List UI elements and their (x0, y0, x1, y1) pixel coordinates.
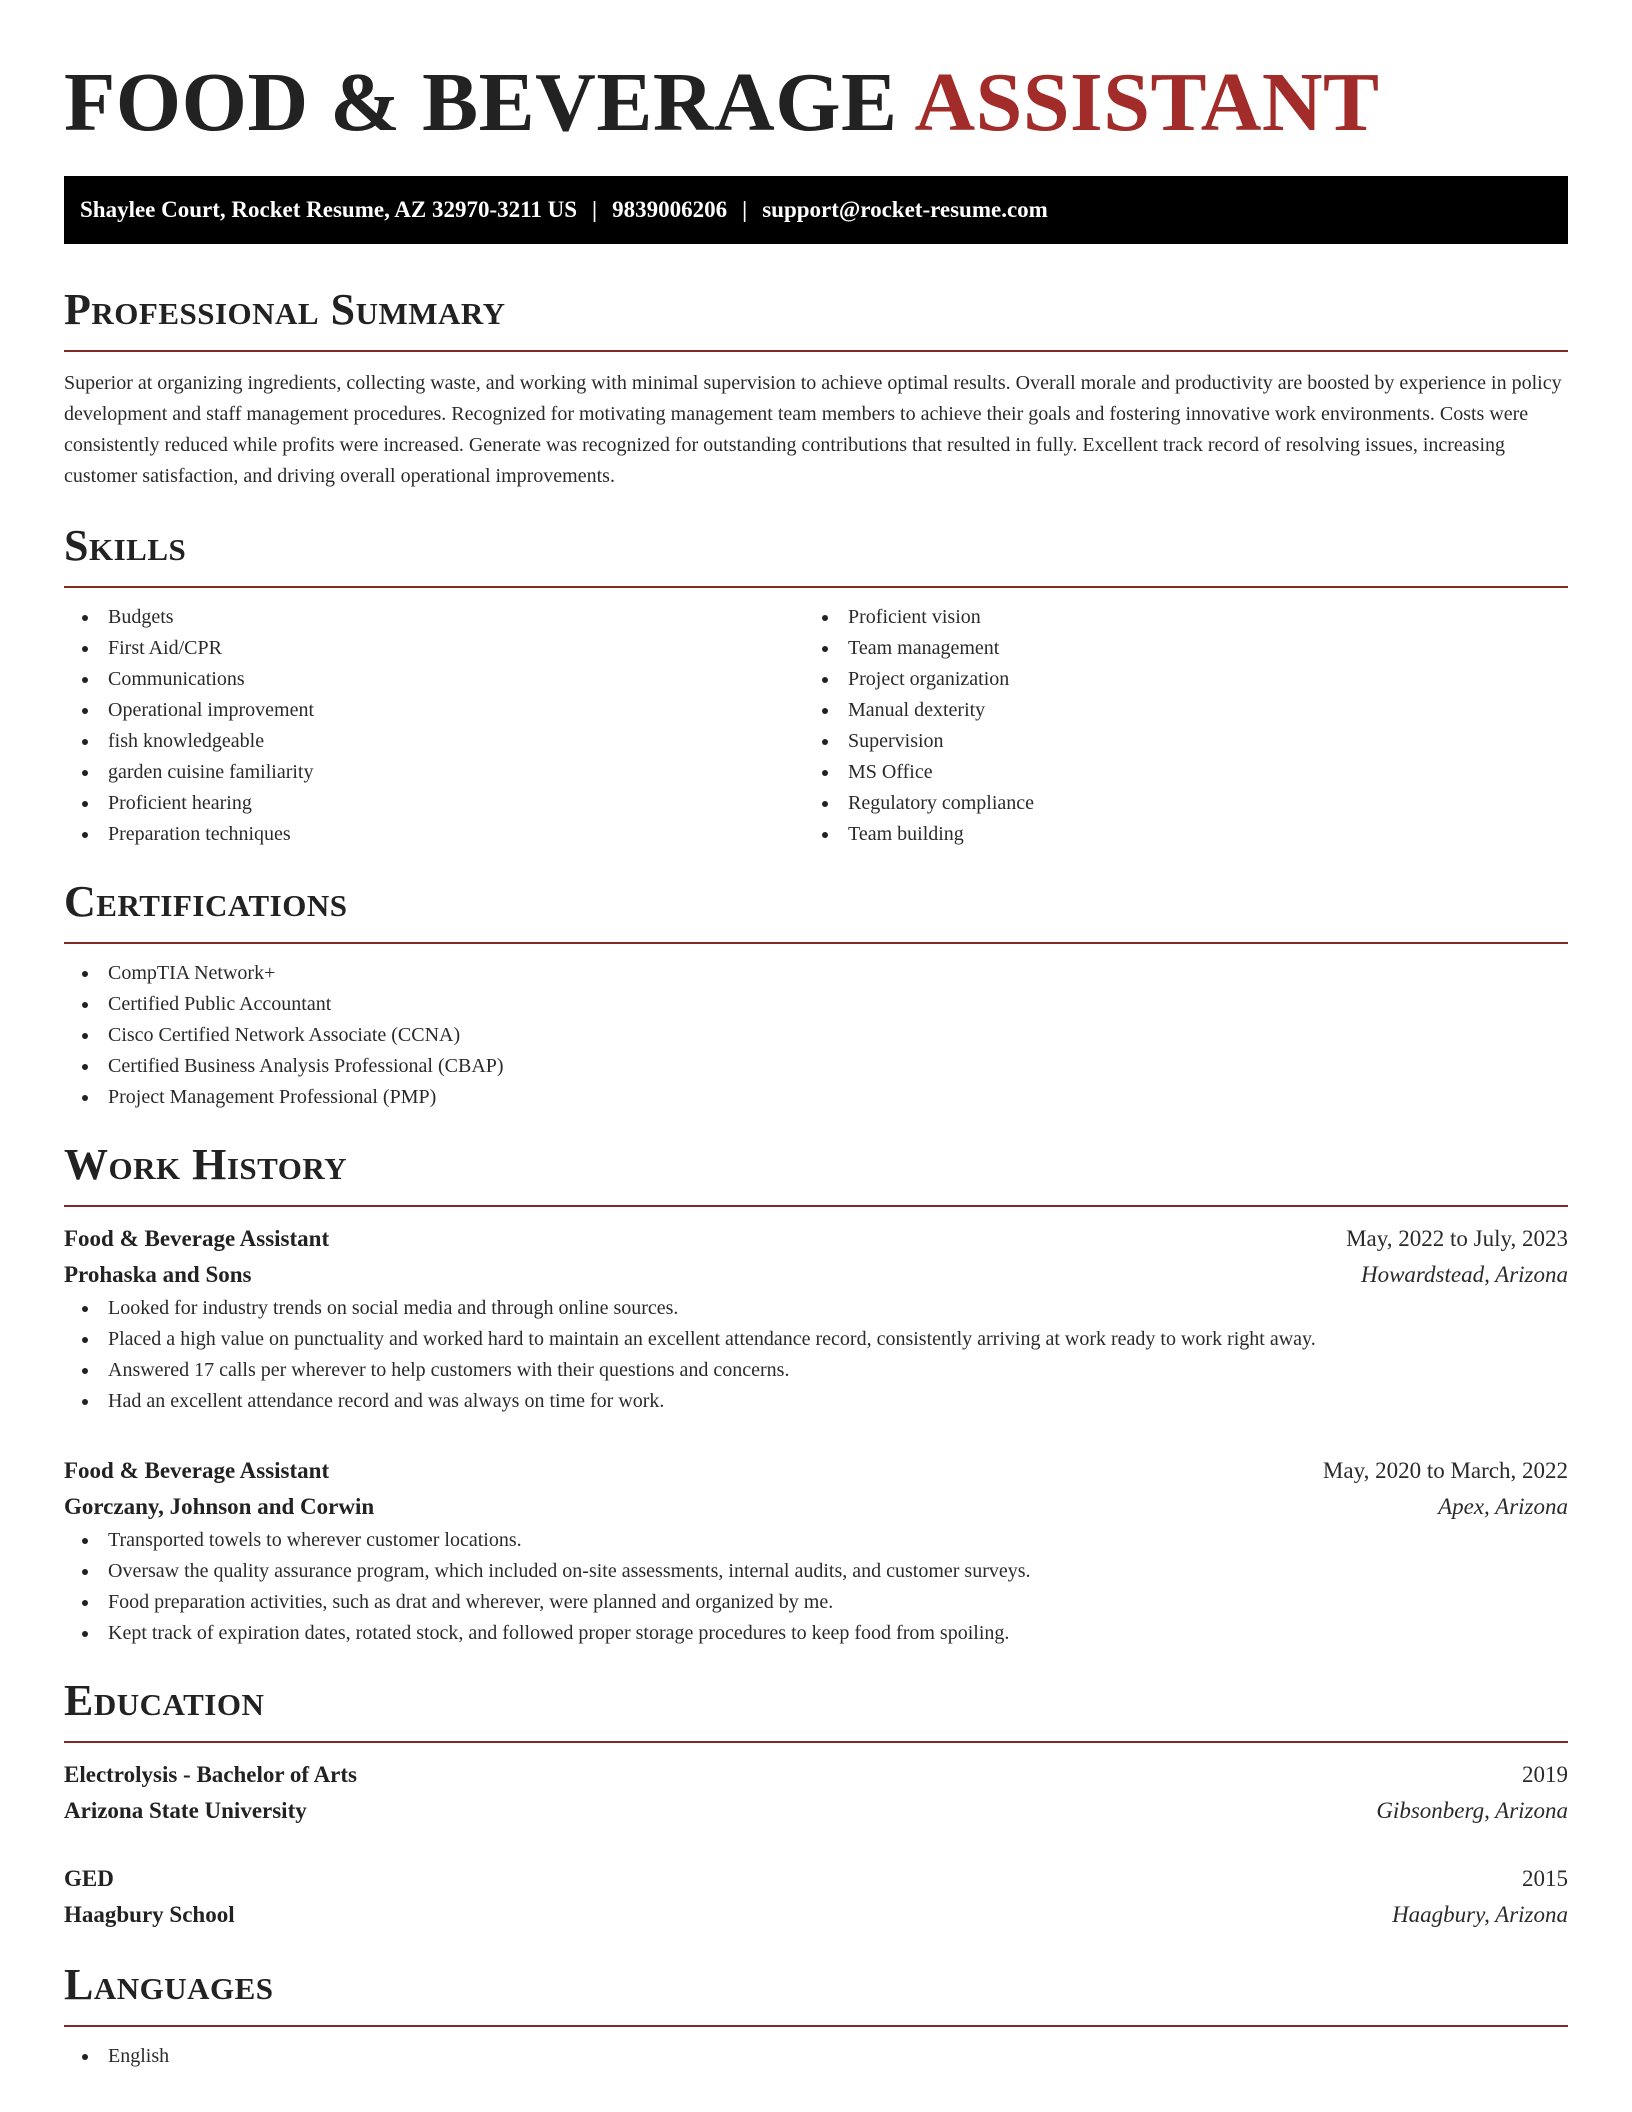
contact-address: Shaylee Court, Rocket Resume, AZ 32970-3211 US (80, 197, 578, 222)
title-primary: FOOD & BEVERAGE (64, 56, 898, 149)
education-header-row (64, 1757, 1568, 1793)
section-heading-certifications: Certifications (64, 877, 348, 926)
section-heading-skills: Skills (64, 521, 187, 570)
work-history-section (64, 1141, 1568, 1649)
skill-item: garden cuisine familiarity (64, 757, 804, 788)
job-company: Gorczany, Johnson and Corwin (64, 1494, 375, 1519)
job-bullet: Oversaw the quality assurance program, which included on-site assessments, internal audits, and customer surveys. (64, 1556, 1568, 1587)
education-entry (64, 1861, 1568, 1933)
education-header-row (64, 1861, 1568, 1897)
skill-item: Preparation techniques (64, 819, 804, 850)
skill-item: Team building (804, 819, 1544, 850)
education-school: Arizona State University (64, 1798, 307, 1823)
certifications-list (64, 958, 1568, 1113)
job-bullets (64, 1293, 1568, 1417)
job-dates: May, 2020 to March, 2022 (1322, 1458, 1568, 1483)
job-company: Prohaska and Sons (64, 1262, 252, 1287)
contact-phone: 9839006206 (612, 197, 728, 222)
education-school-row (64, 1793, 1568, 1829)
summary-section (64, 286, 1568, 492)
section-divider (64, 2025, 1568, 2027)
contact-separator: | (592, 197, 598, 222)
skills-list-left (64, 602, 804, 850)
job-title: Food & Beverage Assistant (64, 1458, 330, 1483)
title-accent: ASSISTANT (914, 56, 1380, 149)
skill-item: Operational improvement (64, 695, 804, 726)
skill-item: Regulatory compliance (804, 788, 1544, 819)
languages-section (64, 1961, 1568, 2072)
section-heading-education: Education (64, 1676, 265, 1725)
skills-section (64, 522, 1568, 850)
job-bullet: Had an excellent attendance record and was always on time for work. (64, 1386, 1568, 1417)
skill-item: First Aid/CPR (64, 633, 804, 664)
job-bullet: Transported towels to wherever customer locations. (64, 1525, 1568, 1556)
skill-item: Proficient vision (804, 602, 1544, 633)
job-bullet: Placed a high value on punctuality and worked hard to maintain an excellent attendance record, consistently arriving at work ready to work right away. (64, 1324, 1568, 1355)
certification-item: Project Management Professional (PMP) (64, 1082, 1568, 1113)
job-bullet: Kept track of expiration dates, rotated stock, and followed proper storage procedures to keep food from spoiling. (64, 1618, 1568, 1649)
skill-item: Supervision (804, 726, 1544, 757)
education-location: Haagbury, Arizona (1392, 1902, 1568, 1927)
section-heading-work: Work History (64, 1140, 348, 1189)
contact-separator: | (742, 197, 748, 222)
contact-bar (64, 176, 1568, 244)
summary-text: Superior at organizing ingredients, collecting waste, and working with minimal supervision to achieve optimal results. Overall morale and productivity are boosted by experience in policy development and staff management procedures. Recognized for motivating management team members to achieve their goals and fostering innovative work environments. Costs were consistently reduced while profits were increased. Generate was recognized for outstanding contributions that resulted in fully. Excellent track record of resolving issues, increasing customer satisfaction, and driving overall operational improvements. (64, 372, 1562, 487)
education-entry (64, 1757, 1568, 1829)
education-degree: Electrolysis - Bachelor of Arts (64, 1762, 357, 1787)
job-title: Food & Beverage Assistant (64, 1226, 330, 1251)
languages-list (64, 2041, 1568, 2072)
skill-item: fish knowledgeable (64, 726, 804, 757)
job-bullet: Looked for industry trends on social media and through online sources. (64, 1293, 1568, 1324)
skill-item: Project organization (804, 664, 1544, 695)
section-divider (64, 1205, 1568, 1207)
job-entry (64, 1221, 1568, 1417)
certification-item: Cisco Certified Network Associate (CCNA) (64, 1020, 1568, 1051)
job-company-row (64, 1257, 1568, 1293)
skill-item: Proficient hearing (64, 788, 804, 819)
education-school-row (64, 1897, 1568, 1933)
job-bullets (64, 1525, 1568, 1649)
language-item: English (64, 2041, 1568, 2072)
education-section (64, 1677, 1568, 1933)
education-year: 2015 (1522, 1866, 1568, 1891)
job-company-row (64, 1489, 1568, 1525)
job-header-row (64, 1221, 1568, 1257)
skill-item: Communications (64, 664, 804, 695)
section-heading-summary: Professional Summary (64, 285, 506, 334)
education-degree: GED (64, 1866, 114, 1891)
contact-email: support@rocket-resume.com (762, 197, 1048, 222)
education-location: Gibsonberg, Arizona (1376, 1798, 1568, 1823)
job-bullet: Food preparation activities, such as drat and wherever, were planned and organized by me. (64, 1587, 1568, 1618)
certification-item: CompTIA Network+ (64, 958, 1568, 989)
skill-item: MS Office (804, 757, 1544, 788)
resume-title (64, 58, 1568, 148)
certification-item: Certified Business Analysis Professional (CBAP) (64, 1051, 1568, 1082)
job-header-row (64, 1453, 1568, 1489)
job-location: Apex, Arizona (1438, 1494, 1568, 1519)
certifications-section (64, 878, 1568, 1113)
skills-columns (64, 602, 1568, 850)
section-divider (64, 942, 1568, 944)
certification-item: Certified Public Accountant (64, 989, 1568, 1020)
skills-list-right (804, 602, 1544, 850)
section-divider (64, 1741, 1568, 1743)
skill-item: Team management (804, 633, 1544, 664)
education-school: Haagbury School (64, 1902, 235, 1927)
skill-item: Manual dexterity (804, 695, 1544, 726)
job-dates: May, 2022 to July, 2023 (1346, 1226, 1568, 1251)
job-location: Howardstead, Arizona (1360, 1262, 1568, 1287)
section-heading-languages: Languages (64, 1960, 274, 2009)
education-year: 2019 (1522, 1762, 1568, 1787)
job-bullet: Answered 17 calls per wherever to help customers with their questions and concerns. (64, 1355, 1568, 1386)
section-divider (64, 350, 1568, 352)
skill-item: Budgets (64, 602, 804, 633)
section-divider (64, 586, 1568, 588)
job-entry (64, 1453, 1568, 1649)
